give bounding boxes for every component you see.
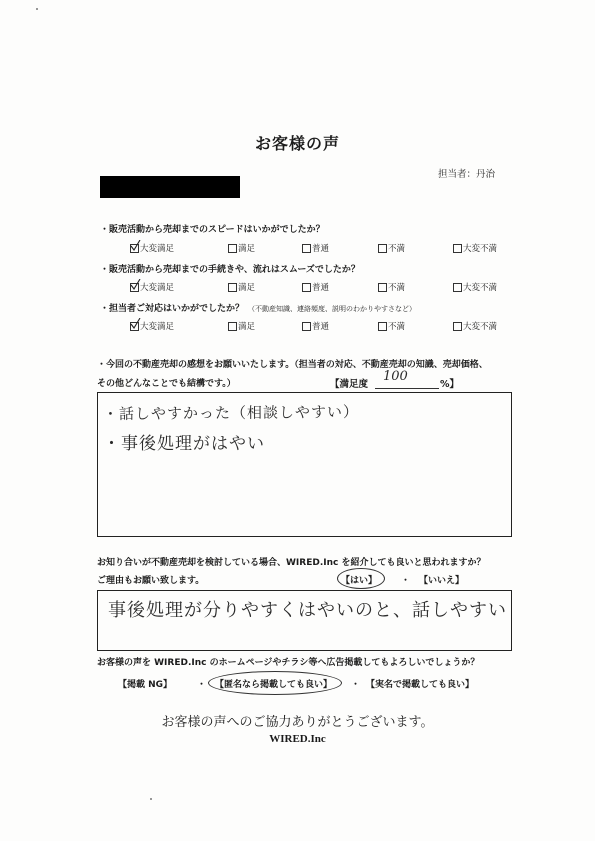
checkbox: [130, 283, 139, 292]
option-label: 満足: [238, 283, 256, 293]
rating-option: [130, 320, 174, 332]
option-label: 大変不満: [463, 322, 498, 332]
satisfaction-unit: %】: [440, 379, 460, 390]
form-title: お客様の声: [254, 134, 340, 153]
handwritten-check-icon: [130, 240, 141, 252]
impression-prompt-line2: その他どんなことでも結構です。）: [97, 379, 236, 389]
rating-option: [378, 281, 405, 293]
thank-you-message: お客様の声へのご協力ありがとうございます。: [161, 715, 434, 730]
rating-option: [302, 242, 329, 254]
handwritten-check-icon: [130, 318, 141, 330]
checkbox: [453, 244, 462, 253]
rating-option: [453, 242, 497, 254]
question-text: ・販売活動から売却までの手続きや、流れはスムーズでしたか？: [100, 265, 360, 275]
handwritten-circle: [337, 568, 385, 589]
handwritten-check-icon: [130, 279, 141, 291]
impression-answer-line: ・話しやすかった（相談しやすい）: [102, 402, 360, 424]
checkbox: [228, 244, 237, 253]
rating-option: [378, 320, 405, 332]
staff-name: 担当者：丹治: [438, 169, 496, 180]
option-label: 大変満足: [140, 244, 175, 254]
publication-option-ng: [118, 677, 172, 690]
checkbox: [130, 244, 139, 253]
publication-separator: ・: [351, 680, 361, 690]
referral-option-no: [419, 573, 464, 586]
redacted-customer-name: [100, 176, 240, 198]
referral-separator: ・: [401, 576, 411, 586]
referral-reason-text: 事後処理が分りやすくはやいのと、話しやすい: [108, 600, 507, 621]
checkbox: [302, 244, 311, 253]
rating-option: [228, 320, 255, 332]
rating-option: [228, 281, 255, 293]
referral-option-yes: [341, 573, 377, 586]
referral-question: お知り合いが不動産売却を検討している場合、WIRED.Inc を紹介しても良いと思われますか？: [97, 558, 486, 568]
checkbox: [228, 283, 237, 292]
publication-option-real-name: [366, 677, 474, 690]
publication-separator: ・: [197, 680, 207, 690]
checkbox: [378, 283, 387, 292]
satisfaction-underline: [375, 388, 439, 389]
scan-speck: [150, 798, 152, 800]
checkbox: [302, 283, 311, 292]
satisfaction-value: 100: [383, 369, 408, 384]
rating-option: [130, 281, 174, 293]
option-label: 【実名で掲載しても良い】: [366, 680, 475, 690]
option-label: 大変不満: [463, 283, 498, 293]
scan-speck: [36, 8, 38, 10]
option-label: 大変不満: [463, 244, 498, 254]
satisfaction-label: 【満足度: [330, 379, 369, 390]
question-speed: [100, 222, 325, 235]
option-label: 満足: [238, 244, 256, 254]
option-label: 不満: [388, 283, 406, 293]
option-label: 普通: [312, 283, 330, 293]
option-label: 不満: [388, 244, 406, 254]
handwritten-circle: [208, 671, 342, 695]
checkbox: [228, 322, 237, 331]
question-note: （不動産知識、連絡頻度、説明のわかりやすさなど）: [248, 305, 417, 313]
referral-reason-prompt: ご理由もお願い致します。: [97, 576, 205, 586]
checkbox: [130, 322, 139, 331]
option-label: 普通: [312, 322, 330, 332]
impression-answer-line: ・事後処理がはやい: [103, 434, 265, 454]
publication-option-anonymous: [215, 677, 332, 690]
option-label: 不満: [388, 322, 406, 332]
checkbox: [453, 322, 462, 331]
checkbox: [453, 283, 462, 292]
option-label: 大変満足: [140, 322, 175, 332]
rating-option: [302, 281, 329, 293]
rating-option: [453, 281, 497, 293]
rating-option: [302, 320, 329, 332]
question-text: ・担当者ご対応はいかがでしたか？: [100, 304, 245, 314]
question-text: ・販売活動から売却までのスピードはいかがでしたか？: [100, 225, 325, 235]
impression-prompt-line1: ・今回の不動産売却の感想をお願いいたします。（担当者の対応、不動産売却の知識、売却価格、: [97, 360, 488, 370]
option-label: 【はい】: [341, 576, 378, 586]
question-staff-response: [100, 301, 416, 314]
option-label: 満足: [238, 322, 256, 332]
option-label: 普通: [312, 244, 330, 254]
company-name: WIRED.Inc: [269, 733, 326, 745]
checkbox: [378, 244, 387, 253]
checkbox: [378, 322, 387, 331]
option-label: 【掲載 NG】: [118, 680, 173, 690]
rating-option: [453, 320, 497, 332]
question-process: [100, 262, 360, 275]
option-label: 【いいえ】: [419, 576, 465, 586]
publication-question: お客様の声を WIRED.Inc のホームページやチラシ等へ広告掲載してもよろしいでしょうか？: [97, 658, 480, 668]
option-label: 【匿名なら掲載しても良い】: [215, 680, 333, 690]
rating-option: [228, 242, 255, 254]
checkbox: [302, 322, 311, 331]
option-label: 大変満足: [140, 283, 175, 293]
rating-option: [378, 242, 405, 254]
rating-option: [130, 242, 174, 254]
